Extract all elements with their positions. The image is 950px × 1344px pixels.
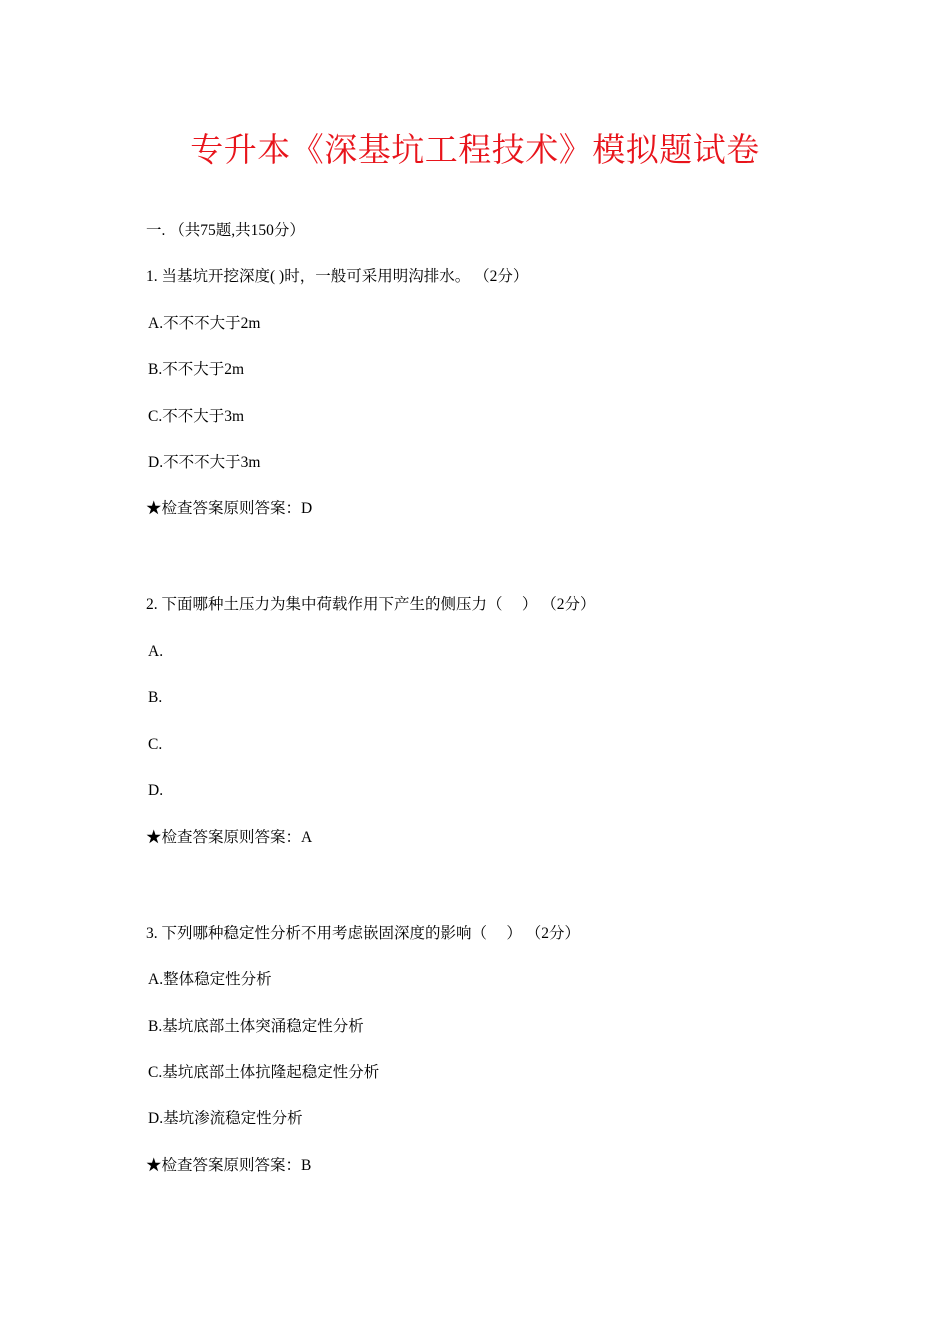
question-3-answer: ★检查答案原则答案：B (146, 1157, 312, 1174)
question-3-option-a: A.整体稳定性分析 (148, 971, 272, 988)
question-2-option-d: D. (148, 782, 164, 799)
question-1-answer: ★检查答案原则答案：D (146, 500, 313, 517)
question-1-stem: 1. 当基坑开挖深度( )时，一般可采用明沟排水。 （2分） (146, 268, 529, 285)
question-1-option-d: D.不不不大于3m (148, 454, 261, 471)
question-1-option-a: A.不不不大于2m (148, 315, 261, 332)
question-1-option-b: B.不不大于2m (148, 361, 245, 378)
question-3-stem: 3. 下列哪种稳定性分析不用考虑嵌固深度的影响（ ） （2分） (146, 925, 581, 942)
question-2-option-a: A. (148, 643, 164, 660)
question-3-option-b: B.基坑底部土体突涌稳定性分析 (148, 1018, 364, 1035)
question-2-option-c: C. (148, 736, 163, 753)
question-2-option-b: B. (148, 689, 163, 706)
question-3-option-d: D.基坑渗流稳定性分析 (148, 1110, 303, 1127)
question-2-answer: ★检查答案原则答案：A (146, 829, 313, 846)
page-title: 专升本《深基坑工程技术》模拟题试卷 (190, 130, 760, 169)
question-3-option-c: C.基坑底部土体抗隆起稳定性分析 (148, 1064, 380, 1081)
section-header: 一. （共75题,共150分） (146, 222, 305, 239)
question-2-stem: 2. 下面哪种土压力为集中荷载作用下产生的侧压力（ ） （2分） (146, 596, 596, 613)
question-1-option-c: C.不不大于3m (148, 408, 245, 425)
